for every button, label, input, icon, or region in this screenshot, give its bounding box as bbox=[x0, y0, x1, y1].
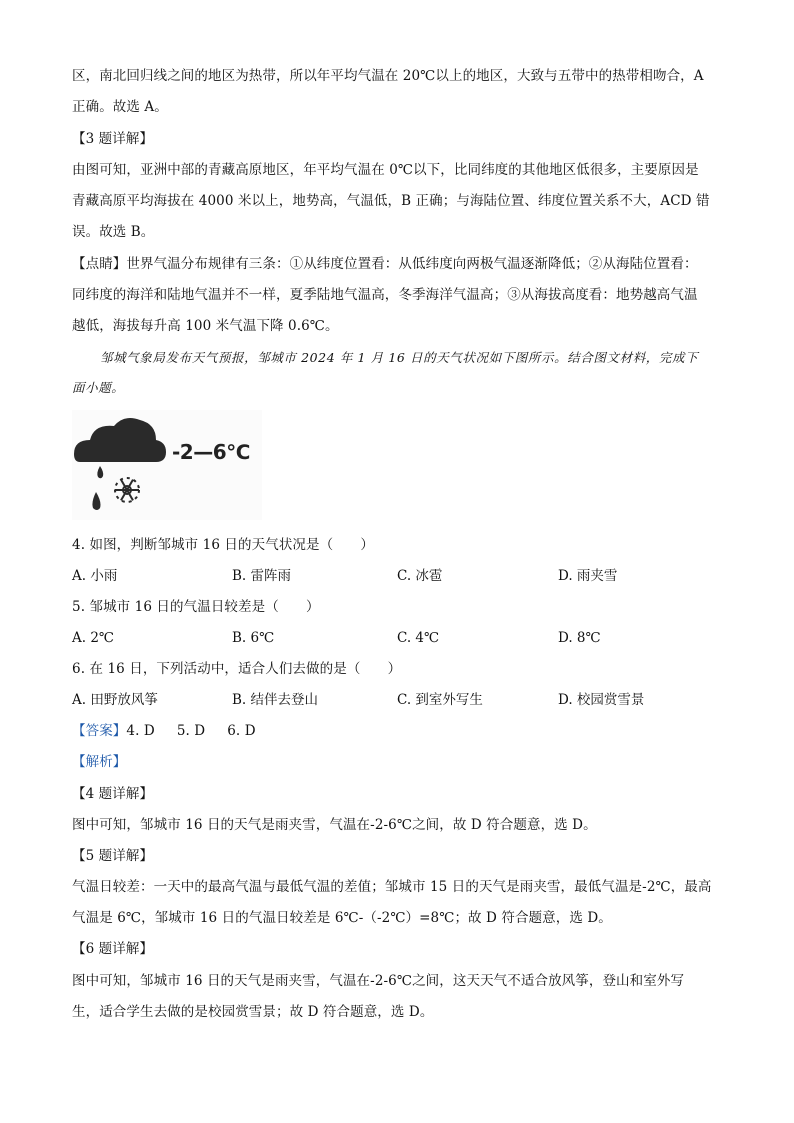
weather-figure bbox=[72, 410, 262, 520]
section-heading: 【4 题详解】 bbox=[72, 786, 154, 802]
temperature-range-label: -2—6℃ bbox=[172, 440, 250, 464]
option-b: B. 6℃ bbox=[232, 630, 275, 646]
text-line: 图中可知，邹城市 16 日的天气是雨夹雪，气温在-2-6℃之间，这天天气不适合放风筝，登山和室外写 bbox=[72, 973, 685, 989]
text-line: 图中可知，邹城市 16 日的天气是雨夹雪，气温在-2-6℃之间，故 D 符合题意，选 D。 bbox=[72, 817, 597, 833]
weather-symbol bbox=[72, 410, 262, 520]
section-heading: 【6 题详解】 bbox=[72, 941, 154, 957]
option-c: C. 4℃ bbox=[397, 630, 440, 646]
option-c: C. 到室外写生 bbox=[397, 692, 483, 708]
option-a: A. 2℃ bbox=[72, 630, 115, 646]
text-line: 区，南北回归线之间的地区为热带，所以年平均气温在 20℃以上的地区，大致与五带中的热带相吻合，A bbox=[72, 68, 704, 84]
option-a: A. 田野放风筝 bbox=[72, 692, 158, 708]
text-line: 气温日较差：一天中的最高气温与最低气温的差值；邹城市 15 日的天气是雨夹雪，最低气温是-2℃，最高 bbox=[72, 879, 712, 895]
question-stem: 6. 在 16 日，下列活动中，适合人们去做的是（ ） bbox=[72, 661, 402, 677]
answer-row bbox=[72, 721, 722, 741]
answer-item: 5. D bbox=[176, 723, 206, 739]
question-options bbox=[72, 690, 722, 710]
answer-label: 【答案】 bbox=[72, 723, 127, 739]
text-line: 青藏高原平均海拔在 4000 米以上，地势高，气温低，B 正确；与海陆位置、纬度位置关系不大，ACD 错 bbox=[72, 193, 710, 209]
option-a: A. 小雨 bbox=[72, 568, 118, 584]
question-options bbox=[72, 566, 722, 586]
question-options bbox=[72, 628, 722, 648]
material-intro: 邹城气象局发布天气预报，邹城市 2024 年 1 月 16 日的天气状况如下图所示。结合图文材料，完成下 bbox=[100, 350, 699, 365]
question-stem: 5. 邹城市 16 日的气温日较差是（ ） bbox=[72, 599, 320, 615]
section-heading: 【5 题详解】 bbox=[72, 848, 154, 864]
text-line: 生，适合学生去做的是校园赏雪景；故 D 符合题意，选 D。 bbox=[72, 1004, 434, 1020]
note-line: 越低，海拔每升高 100 米气温下降 0.6℃。 bbox=[72, 318, 339, 334]
section-heading: 【3 题详解】 bbox=[72, 131, 154, 147]
option-d: D. 校园赏雪景 bbox=[558, 692, 645, 708]
text-line: 正确。故选 A。 bbox=[72, 99, 168, 115]
option-d: D. 8℃ bbox=[558, 630, 601, 646]
note-line: 【点睛】世界气温分布规律有三条：①从纬度位置看：从低纬度向两极气温逐渐降低；②从海陆位置看： bbox=[72, 256, 698, 272]
option-b: B. 结伴去登山 bbox=[232, 692, 319, 708]
text-line: 气温是 6℃，邹城市 16 日的气温日较差是 6℃-（-2℃）=8℃；故 D 符合题意，选 D。 bbox=[72, 910, 612, 926]
option-c: C. 冰雹 bbox=[397, 568, 443, 584]
option-d: D. 雨夹雪 bbox=[558, 568, 618, 584]
note-line: 同纬度的海洋和陆地气温并不一样，夏季陆地气温高，冬季海洋气温高；③从海拔高度看：地势越高气温 bbox=[72, 287, 698, 303]
answer-item: 6. D bbox=[227, 723, 256, 739]
option-b: B. 雷阵雨 bbox=[232, 568, 292, 584]
text-line: 由图可知，亚洲中部的青藏高原地区，年平均气温在 0℃以下，比同纬度的其他地区低很多，主要原因是 bbox=[72, 162, 699, 178]
answer-item: 4. D bbox=[126, 723, 155, 739]
analysis-label: 【解析】 bbox=[72, 754, 127, 770]
material-intro: 面小题。 bbox=[72, 380, 125, 395]
question-stem: 4. 如图，判断邹城市 16 日的天气状况是（ ） bbox=[72, 537, 375, 553]
text-line: 误。故选 B。 bbox=[72, 224, 155, 240]
